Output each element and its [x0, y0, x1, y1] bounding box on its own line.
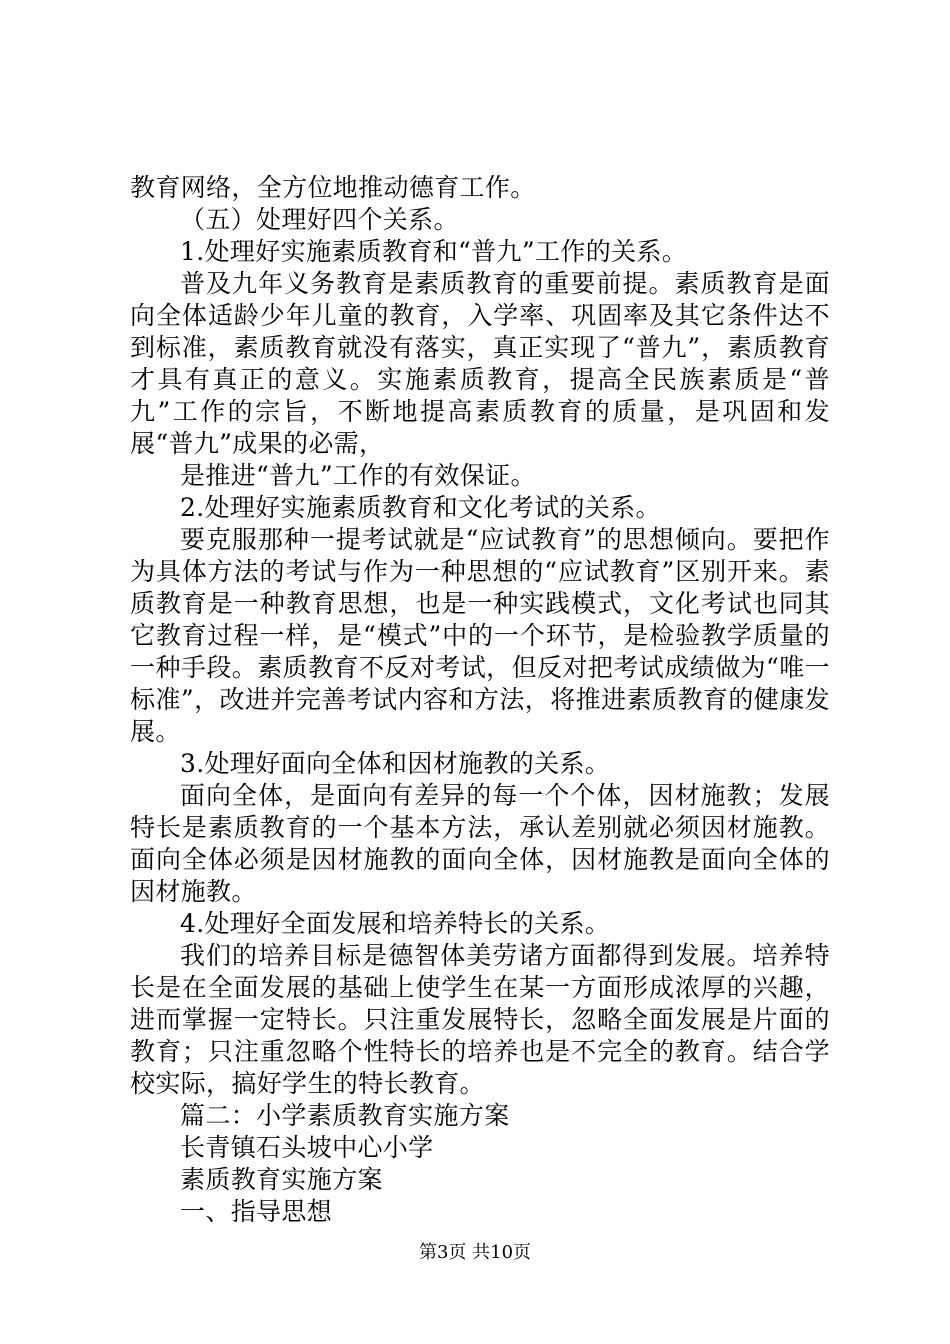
subsection-heading: 3.处理好面向全体和因材施教的关系。 — [180, 749, 611, 778]
paragraph: 教育网络，全方位地推动德育工作。 — [130, 173, 536, 202]
subsection-heading: 2.处理好实施素质教育和文化考试的关系。 — [180, 493, 661, 522]
paragraph: 我们的培养目标是德智体美劳诸方面都得到发展。培养特长是在全面发展的基础上使学生在某一方面形成浓厚的兴趣，进而掌握一定特长。只注重发展特长，忽略全面发展是片面的教育；只注重忽略个性特长的培养也是不完全的教育。结合学校实际，搞好学生的特长教育。 — [130, 941, 830, 1098]
page-number-footer: 第3页 共10页 — [418, 1242, 532, 1263]
document-body — [130, 172, 830, 1228]
section-heading: （五）处理好四个关系。 — [180, 205, 459, 234]
subsection-heading: 1.处理好实施素质教育和“普九”工作的关系。 — [180, 237, 688, 266]
paragraph: 是推进“普九”工作的有效保证。 — [180, 461, 536, 490]
paragraph: 普及九年义务教育是素质教育的重要前提。素质教育是面向全体适龄少年儿童的教育，入学率、巩固率及其它条件达不到标准，素质教育就没有落实，真正实现了“普九”，素质教育才具有真正的意义。实施素质教育，提高全民族素质是“普九”工作的宗旨，不断地提高素质教育的质量，是巩固和发展“普九”成果的必需， — [130, 269, 830, 458]
subsection-heading: 4.处理好全面发展和培养特长的关系。 — [180, 909, 611, 938]
school-name: 长青镇石头坡中心小学 — [180, 1133, 434, 1162]
paragraph: 面向全体，是面向有差异的每一个个体，因材施教；发展特长是素质教育的一个基本方法，承认差别就必须因材施教。面向全体必须是因材施教的面向全体，因材施教是面向全体的因材施教。 — [130, 781, 830, 906]
plan-title: 素质教育实施方案 — [180, 1165, 383, 1194]
paragraph: 要克服那种一提考试就是“应试教育”的思想倾向。要把作为具体方法的考试与作为一种思想的“应试教育”区别开来。素质教育是一种教育思想，也是一种实践模式，文化考试也同其它教育过程一样，是“模式”中的一个环节，是检验教学质量的一种手段。素质教育不反对考试，但反对把考试成绩做为“唯一标准”，改进并完善考试内容和方法，将推进素质教育的健康发展。 — [130, 525, 830, 746]
section-heading: 一、指导思想 — [180, 1197, 333, 1226]
chapter-title: 篇二：小学素质教育实施方案 — [180, 1101, 510, 1130]
